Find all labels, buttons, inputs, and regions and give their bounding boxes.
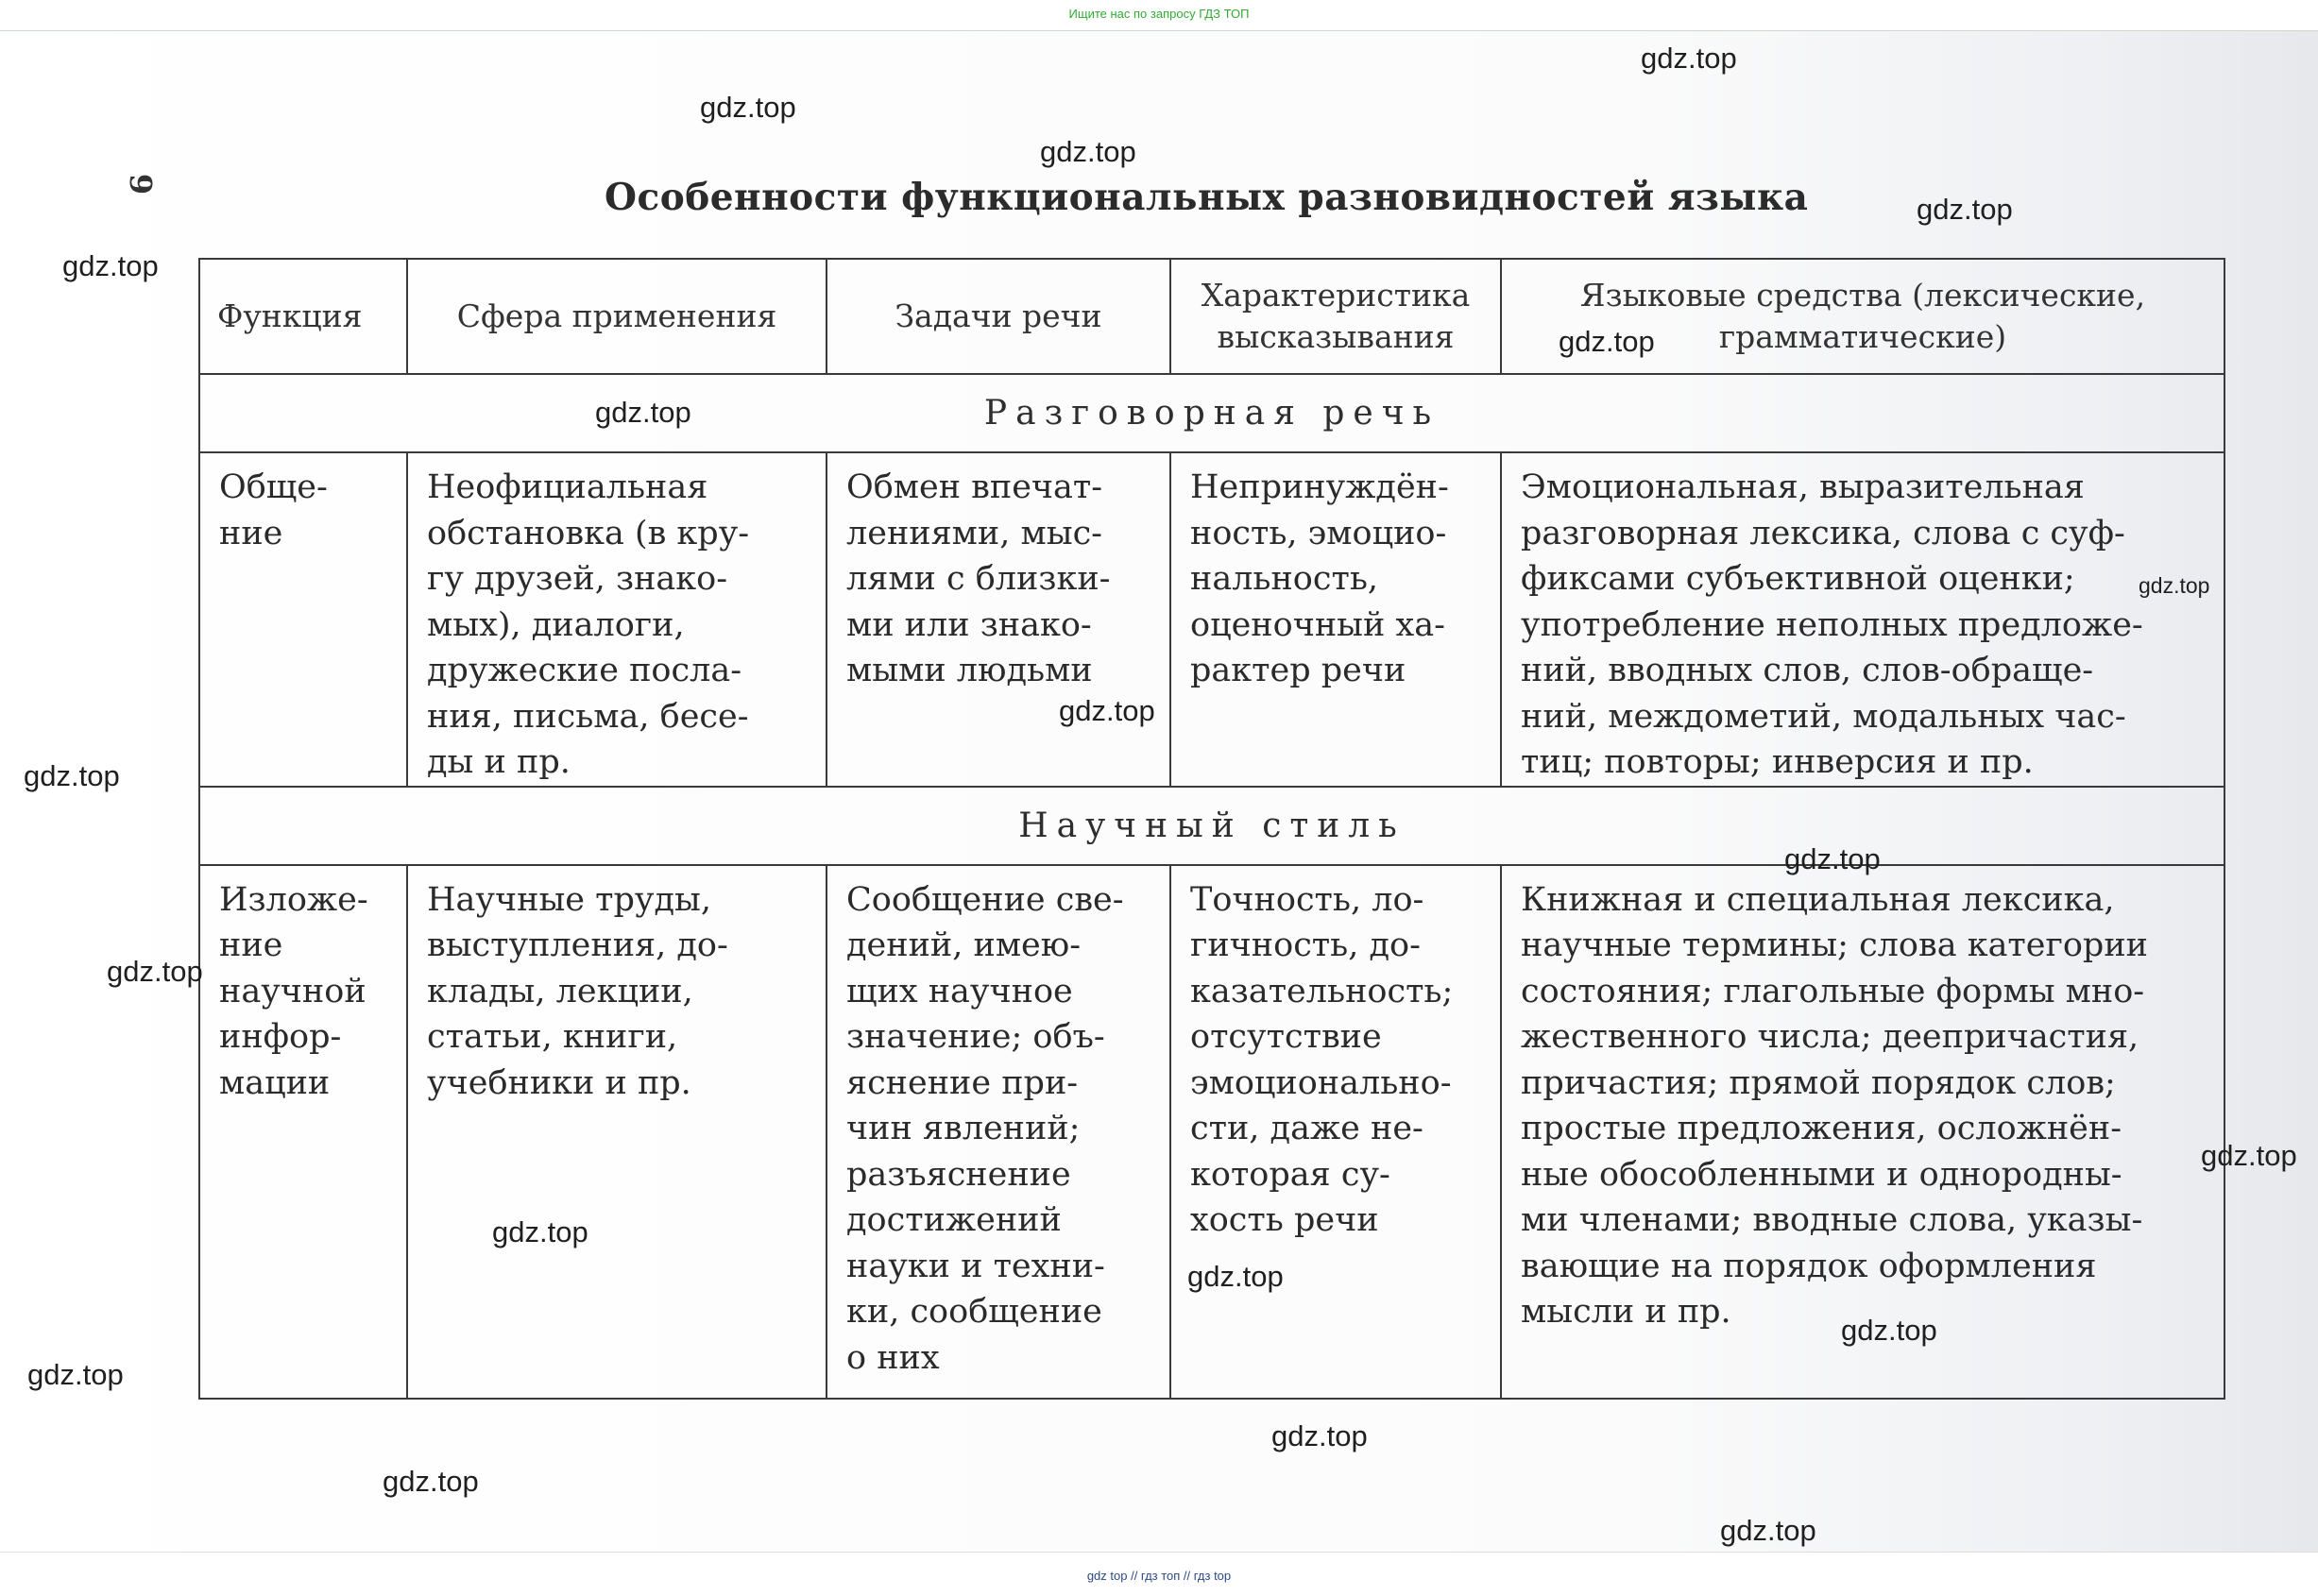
footer-text: gdz top // гдз топ // гдз top xyxy=(1086,1569,1232,1583)
table-row xyxy=(199,452,2224,787)
watermark: gdz.top xyxy=(700,91,796,124)
header-characteristics: Характеристика высказывания xyxy=(1170,259,1501,374)
watermark: gdz.top xyxy=(1559,325,1655,358)
cell-characteristics: Непринуждён- ность, эмоцио- нальность, оценочный ха- рактер речи xyxy=(1170,452,1501,787)
header-sphere: Сфера применения xyxy=(407,259,827,374)
watermark: gdz.top xyxy=(1917,193,2013,226)
watermark: gdz.top xyxy=(27,1358,124,1391)
cell-function: Обще- ние xyxy=(199,452,407,787)
watermark: gdz.top xyxy=(62,249,159,282)
watermark: gdz.top xyxy=(1841,1314,1937,1347)
top-banner-text: Ищите нас по запросу ГДЗ ТОП xyxy=(1068,7,1250,21)
watermark: gdz.top xyxy=(1641,42,1737,75)
watermark: gdz.top xyxy=(383,1465,479,1498)
section-row-conversational xyxy=(199,374,2224,452)
watermark: gdz.top xyxy=(24,759,120,792)
header-tasks: Задачи речи xyxy=(827,259,1170,374)
cell-language-means: Книжная и специальная лексика, научные термины; слова категории состояния; глагольные формы мно- жественного числа; деепричастия, причастия; прямой порядок слов; простые предложения, осложнён- ные обособленными и однородны- ми членами; вводные слова, указы- вающие на порядок оформления мысли и пр. xyxy=(1501,865,2224,1399)
watermark: gdz.top xyxy=(2139,573,2210,598)
watermark: gdz.top xyxy=(1040,135,1136,168)
cell-tasks: Обмен впечат- лениями, мыс- лями с близки- ми или знако- мыми людьми xyxy=(827,452,1170,787)
section-row-scientific xyxy=(199,787,2224,865)
page-title: Особенности функциональных разновидностей языка xyxy=(605,176,1809,219)
watermark: gdz.top xyxy=(1720,1514,1816,1547)
header-function: Функция xyxy=(199,259,407,374)
cell-sphere: Неофициальная обстановка (в кру- гу друзей, знако- мых), диалоги, дружеские посла- ния, письма, бесе- ды и пр. xyxy=(407,452,827,787)
watermark: gdz.top xyxy=(595,396,691,429)
watermark: gdz.top xyxy=(1271,1419,1368,1452)
watermark: gdz.top xyxy=(2201,1139,2297,1172)
page-number: 9 xyxy=(123,173,160,195)
watermark: gdz.top xyxy=(107,955,203,988)
section-title: Разговорная речь xyxy=(199,374,2224,452)
cell-language-means: Эмоциональная, выразительная разговорная лексика, слова с суф- фиксами субъективной оценки; употребление неполных предложе- ний, вводных слов, слов-обраще- ний, междометий, модальных час- тиц; повторы; инверсия и пр. xyxy=(1501,452,2224,787)
header-language-means: Языковые средства (лексические, грамматические) xyxy=(1501,259,2224,374)
cell-function: Изложе- ние научной инфор- мации xyxy=(199,865,407,1399)
cell-sphere: Научные труды, выступления, до- клады, лекции, статьи, книги, учебники и пр. xyxy=(407,865,827,1399)
watermark: gdz.top xyxy=(1784,842,1881,875)
section-title: Научный стиль xyxy=(199,787,2224,865)
table-header-row xyxy=(199,259,2224,374)
watermark: gdz.top xyxy=(1187,1260,1284,1293)
watermark: gdz.top xyxy=(492,1215,588,1248)
watermark: gdz.top xyxy=(1059,694,1155,727)
cell-tasks: Сообщение све- дений, имею- щих научное значение; объ- яснение при- чин явлений; разъяснение достижений науки и техни- ки, сообщение о них xyxy=(827,865,1170,1399)
top-banner xyxy=(0,0,2318,31)
cell-characteristics: Точность, ло- гичность, до- казательность; отсутствие эмоционально- сти, даже не- которая су- хость речи xyxy=(1170,865,1501,1399)
